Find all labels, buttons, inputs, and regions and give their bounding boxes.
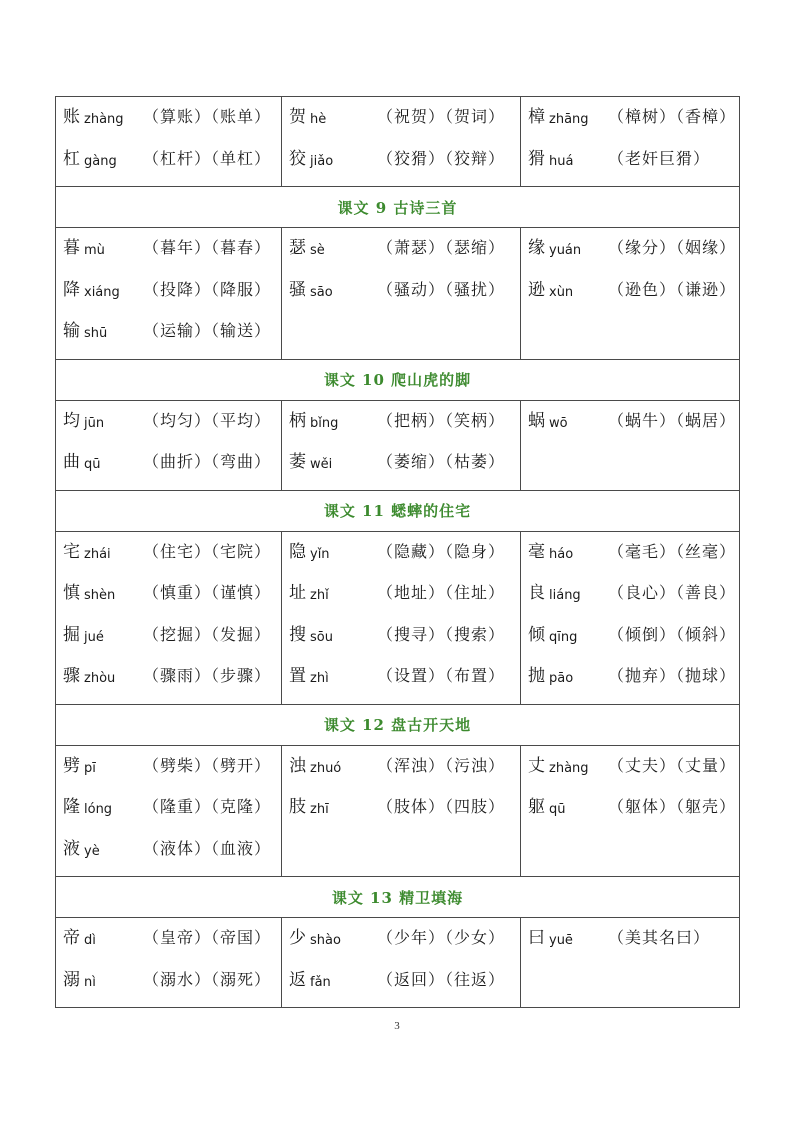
character: 均: [63, 410, 80, 431]
example-words: （慎重）（谨慎）: [143, 583, 272, 602]
example-words: （住宅）（宅院）: [143, 541, 272, 561]
pinyin: zhī: [310, 802, 329, 817]
character: 毫: [528, 541, 545, 562]
character: 宅: [63, 541, 80, 562]
character: 丈: [528, 755, 545, 776]
pinyin: zhái: [84, 546, 111, 562]
character: 骚: [289, 279, 306, 300]
pinyin: yè: [84, 843, 100, 859]
character: 掘: [63, 624, 80, 645]
character: 曲: [63, 452, 80, 472]
character: 置: [289, 666, 306, 686]
example-words: （挖掘）（发掘）: [143, 624, 272, 644]
character-entry: [289, 145, 520, 187]
example-words: （劈柴）（劈开）: [143, 755, 272, 775]
pinyin: qū: [549, 802, 566, 817]
character-entry: [289, 276, 520, 318]
character-cell: [56, 745, 282, 877]
example-words: （蜗牛）（蜗居）: [608, 410, 737, 430]
example-words: （骚动）（骚扰）: [377, 279, 506, 299]
example-words: （良心）（善良）: [608, 583, 737, 602]
lesson-title-row: [56, 877, 740, 918]
pinyin: sè: [310, 243, 325, 258]
example-words: （均匀）（平均）: [143, 410, 272, 430]
character: 降: [63, 279, 80, 300]
pinyin: gàng: [84, 153, 117, 169]
character-entry: [63, 317, 281, 359]
character: 肢: [289, 797, 306, 817]
character-entry: [528, 103, 739, 145]
character-entry: [528, 621, 739, 663]
character-entry: [289, 579, 520, 621]
character-cell: [282, 97, 521, 187]
pinyin: pī: [84, 760, 96, 776]
character-entry: [289, 662, 520, 704]
character-entry: [528, 579, 739, 621]
pinyin: xiáng: [84, 284, 120, 300]
pinyin: zhāng: [549, 112, 589, 127]
lesson-title: 课文 10 爬山虎的脚: [56, 359, 740, 400]
character-cell: [282, 918, 521, 1008]
example-words: （骤雨）（步骤）: [143, 666, 272, 685]
lesson-title-row: [56, 187, 740, 228]
character: 慎: [63, 583, 80, 603]
character-entry: [289, 924, 520, 966]
pinyin: jué: [84, 629, 104, 645]
character-cell: [56, 531, 282, 704]
vocabulary-table-body: [56, 97, 740, 1008]
character: 逊: [528, 279, 545, 300]
character-entry: [289, 621, 520, 663]
example-words: （设置）（布置）: [377, 666, 506, 685]
character: 猾: [528, 148, 545, 169]
pinyin: pāo: [549, 671, 574, 686]
character: 萎: [289, 452, 306, 472]
character-cell: [56, 228, 282, 360]
pinyin: shū: [84, 326, 108, 341]
character: 少: [289, 928, 306, 948]
character: 返: [289, 969, 306, 990]
character-entry: [289, 234, 520, 276]
character-entry: [528, 662, 739, 704]
character-entry: [63, 662, 281, 704]
example-words: （老奸巨猾）: [608, 148, 711, 168]
pinyin: zhòu: [84, 671, 116, 686]
pinyin: xùn: [549, 284, 574, 300]
example-words: （萧瑟）（瑟缩）: [377, 238, 506, 257]
character: 瑟: [289, 238, 306, 258]
character-row: [56, 745, 740, 877]
lesson-title-row: [56, 359, 740, 400]
pinyin: dì: [84, 933, 96, 948]
character-row: [56, 400, 740, 490]
character-entry: [63, 448, 281, 490]
pinyin: zhàng: [549, 760, 589, 776]
character-entry: [289, 448, 520, 490]
character: 樟: [528, 107, 545, 127]
lesson-title: 课文 9 古诗三首: [56, 187, 740, 228]
example-words: （液体）（血液）: [143, 838, 272, 858]
pinyin: liáng: [549, 588, 581, 603]
character: 暮: [63, 238, 80, 258]
character-entry: [289, 752, 520, 794]
pinyin: qīng: [549, 629, 578, 645]
pinyin: háo: [549, 546, 574, 562]
character: 搜: [289, 624, 306, 645]
pinyin: qū: [84, 457, 101, 472]
character: 帝: [63, 928, 80, 948]
character: 浊: [289, 755, 306, 776]
pinyin: jiǎo: [310, 153, 334, 169]
example-words: （狡猾）（狡辩）: [377, 148, 506, 168]
lesson-title: 课文 12 盘古开天地: [56, 704, 740, 745]
pinyin: zhuó: [310, 760, 342, 776]
character-entry: [63, 966, 281, 1008]
character-entry: [289, 103, 520, 145]
character: 柄: [289, 410, 306, 431]
example-words: （丈夫）（丈量）: [608, 755, 737, 775]
page-number: 3: [394, 1020, 400, 1032]
pinyin: hè: [310, 112, 327, 127]
character-cell: [521, 531, 740, 704]
character-cell: [521, 97, 740, 187]
character: 骤: [63, 666, 80, 686]
pinyin: zhì: [310, 671, 329, 686]
example-words: （算账）（账单）: [143, 107, 272, 126]
example-words: （溺水）（溺死）: [143, 969, 272, 989]
character-entry: [63, 579, 281, 621]
character-cell: [282, 745, 521, 877]
character-entry: [63, 752, 281, 794]
character-entry: [63, 924, 281, 966]
character-entry: [289, 966, 520, 1008]
example-words: （美其名曰）: [608, 928, 711, 947]
character-entry: [528, 276, 739, 318]
character-cell: [521, 228, 740, 360]
character: 账: [63, 107, 80, 127]
example-words: （萎缩）（枯萎）: [377, 452, 506, 471]
character-entry: [63, 103, 281, 145]
character-entry: [528, 752, 739, 794]
pinyin: mù: [84, 243, 105, 258]
character: 杠: [63, 148, 80, 169]
character: 隐: [289, 541, 306, 562]
character-cell: [56, 918, 282, 1008]
character: 劈: [63, 755, 80, 776]
example-words: （祝贺）（贺词）: [377, 107, 506, 126]
character: 倾: [528, 624, 545, 645]
example-words: （返回）（往返）: [377, 969, 506, 989]
character-cell: [521, 918, 740, 1008]
vocabulary-table: [55, 96, 740, 1008]
character-entry: [289, 407, 520, 449]
character-cell: [521, 400, 740, 490]
character-row: [56, 918, 740, 1008]
example-words: （肢体）（四肢）: [377, 797, 506, 816]
character: 溺: [63, 969, 80, 990]
character: 良: [528, 583, 545, 603]
lesson-title: 课文 11 蟋蟀的住宅: [56, 490, 740, 531]
example-words: （躯体）（躯壳）: [608, 797, 737, 816]
example-words: （皇帝）（帝国）: [143, 928, 272, 947]
pinyin: wěi: [310, 457, 333, 472]
character: 贺: [289, 107, 306, 127]
character-entry: [528, 538, 739, 580]
character: 缘: [528, 238, 545, 258]
example-words: （樟树）（香樟）: [608, 107, 737, 126]
character-cell: [282, 531, 521, 704]
character-entry: [63, 621, 281, 663]
example-words: （浑浊）（污浊）: [377, 755, 506, 775]
pinyin: shèn: [84, 588, 116, 603]
character-entry: [63, 835, 281, 877]
pinyin: lóng: [84, 802, 113, 817]
lesson-title-row: [56, 704, 740, 745]
example-words: （隐藏）（隐身）: [377, 541, 506, 561]
character: 狡: [289, 148, 306, 169]
pinyin: yuán: [549, 243, 582, 258]
pinyin: zhǐ: [310, 588, 329, 603]
pinyin: sāo: [310, 284, 333, 300]
character-entry: [528, 793, 739, 835]
character-cell: [521, 745, 740, 877]
pinyin: wō: [549, 415, 568, 431]
character: 址: [289, 583, 306, 603]
character-row: [56, 97, 740, 187]
example-words: （少年）（少女）: [377, 928, 506, 947]
character-row: [56, 228, 740, 360]
example-words: （把柄）（笑柄）: [377, 410, 506, 430]
character-entry: [528, 924, 739, 966]
example-words: （搜寻）（搜索）: [377, 624, 506, 644]
example-words: （运输）（输送）: [143, 321, 272, 340]
character-entry: [289, 538, 520, 580]
character-cell: [282, 400, 521, 490]
character: 隆: [63, 797, 80, 817]
character: 曰: [528, 928, 545, 948]
example-words: （逊色）（谦逊）: [608, 279, 737, 299]
character: 蜗: [528, 410, 545, 431]
character-cell: [56, 97, 282, 187]
character-cell: [56, 400, 282, 490]
pinyin: sōu: [310, 629, 333, 645]
character-entry: [528, 234, 739, 276]
character-entry: [528, 407, 739, 449]
character: 抛: [528, 666, 545, 686]
example-words: （曲折）（弯曲）: [143, 452, 272, 471]
character-cell: [282, 228, 521, 360]
example-words: （倾倒）（倾斜）: [608, 624, 737, 644]
example-words: （地址）（住址）: [377, 583, 506, 602]
character: 躯: [528, 797, 545, 817]
pinyin: shào: [310, 933, 341, 948]
pinyin: nì: [84, 974, 96, 990]
example-words: （缘分）（姻缘）: [608, 238, 737, 257]
pinyin: bǐng: [310, 415, 339, 431]
character-entry: [289, 793, 520, 835]
character-row: [56, 531, 740, 704]
example-words: （暮年）（暮春）: [143, 238, 272, 257]
pinyin: yuē: [549, 933, 573, 948]
character-entry: [63, 538, 281, 580]
pinyin: jūn: [84, 415, 105, 431]
example-words: （投降）（降服）: [143, 279, 272, 299]
lesson-title-row: [56, 490, 740, 531]
lesson-title: 课文 13 精卫填海: [56, 877, 740, 918]
character-entry: [63, 145, 281, 187]
character-entry: [63, 407, 281, 449]
example-words: （毫毛）（丝毫）: [608, 541, 737, 561]
pinyin: yǐn: [310, 546, 330, 562]
character-entry: [63, 234, 281, 276]
character-entry: [528, 145, 739, 187]
pinyin: fǎn: [310, 974, 331, 990]
example-words: （抛弃）（抛球）: [608, 666, 737, 685]
character: 输: [63, 321, 80, 341]
character-entry: [63, 793, 281, 835]
example-words: （杠杆）（单杠）: [143, 148, 272, 168]
pinyin: huá: [549, 153, 574, 169]
pinyin: zhàng: [84, 112, 124, 127]
character: 液: [63, 838, 80, 859]
example-words: （隆重）（克隆）: [143, 797, 272, 816]
character-entry: [63, 276, 281, 318]
